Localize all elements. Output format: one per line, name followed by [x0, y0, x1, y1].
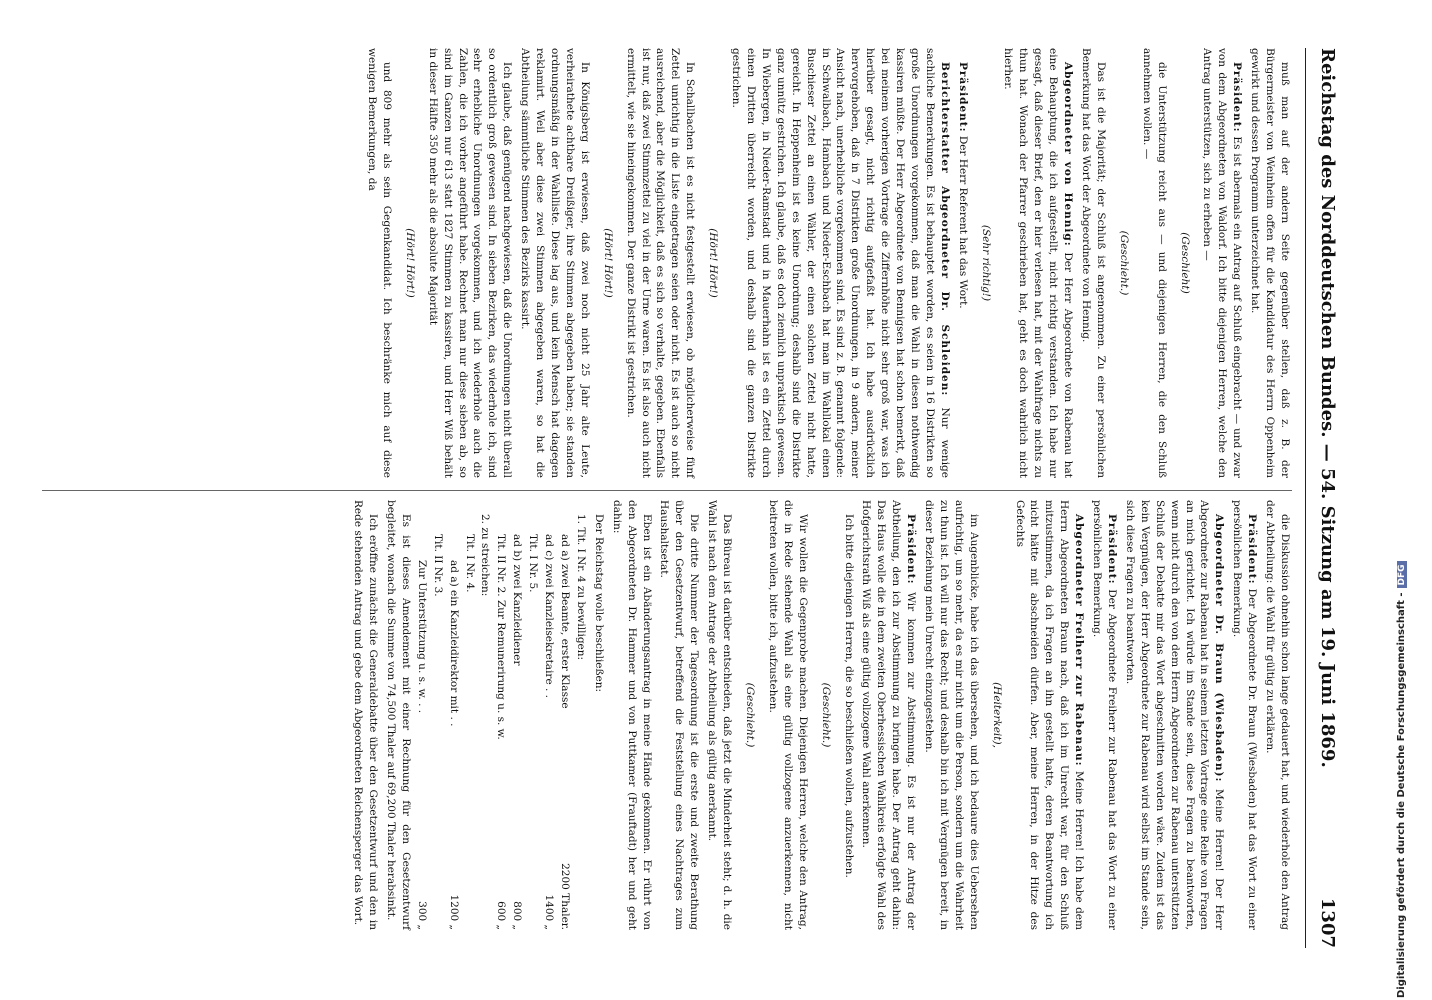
- text-paragraph: In Schallbachen ist es nicht festgestellt erwiesen, ob möglicherweise fünf Zettel unrichtig in die Liste eingetragen seien oder nicht. Es ist auch so nicht ausreichend, aber die Möglichkeit, daß es sich so verhalte, gegeben. Ebenfalls ist nur, daß zwei Stimmzettel zu viel in der Urne waren. Es ist also auch nicht ermittelt, wie sie hineingekommen. Der ganze Distrikt ist gestrichen.: [624, 48, 697, 478]
- budget-item: [478, 500, 493, 930]
- budget-item: [494, 500, 509, 930]
- budget-item-amount: [430, 840, 445, 930]
- text-paragraph: und 809 mehr als sein Gegenkandidat. Ich beschränke mich auf diese wenigen Bemerkungen, da: [366, 48, 393, 478]
- text-paragraph: im Augenblicke, habe ich das übersehen, und ich bedaure dies Uebersehen aufrichtig, um so mehr, da es mir nicht um die Person, sondern um die Wahrheit zu thun ist. Ich will nur das Recht; und deshalb bin ich mit Vergnügen bereit, in dieser Beziehung mein Unrecht einzugestehen.: [923, 500, 980, 930]
- speaker-name: Präsident:: [1106, 514, 1119, 585]
- budget-item-amount: [573, 840, 588, 930]
- speech-text: Meine Herren! Der Herr Abgeordnete zur Rabenau hat in seinem letzten Vortrage eine Reihe von Fragen an mich gerichtet. Ich würde im Stande sein, diese Fragen zu beantworten, wenn nicht durch den von dem Herrn Abgeordneten zur Rabenau unterstützten Schluß der Debatte mir das Wort abgeschnitten worden wäre. Zudem ist das kein Vergnügen, der Herr Abgeordnete zur Rabenau wird selbst im Stande sein, sich diese Fragen zu beantworten.: [1123, 500, 1226, 930]
- stage-direction: (Sehr richtig!): [979, 224, 992, 302]
- stage-direction: (Geschieht.): [819, 682, 832, 748]
- budget-item-amount: 300 „: [415, 901, 428, 930]
- budget-item: [414, 500, 429, 930]
- stage-direction: (Hört! Hört!): [601, 228, 614, 298]
- speaker-name: Präsident:: [1246, 514, 1259, 585]
- text-paragraph: Ich glaube, daß genügend nachgewiesen, daß die Unordnungen nicht überall so ordentlich groß gewesen sind. In sieben Bezirken, das wiederhole ich, sind sehr erhebliche Unordnungen vorgekommen, und ich wiederhole auch die Zahlen, die ich vorher angeführt habe. Rechnet man nur diese sieben ab, so sind im Ganzen nur 613 statt 1827 Stimmen zu kassiren, und Herr Wiß behält in dieser Hälfte 350 mehr als die absolute Majorität: [426, 48, 514, 478]
- budget-item: [509, 500, 524, 930]
- budget-item-label: Tit. II Nr. 3.: [431, 534, 444, 597]
- budget-item-label: 1. Tit. I Nr. 4 zu bewilligen:: [574, 514, 587, 661]
- text-paragraph: Ich eröffne zunächst die Generaldebatte über den Gesetzentwurf und den in Rede stehenden Antrag und gebe dem Abgeordneten Reichensperger das Wort.: [352, 500, 380, 930]
- budget-item: [446, 500, 461, 930]
- credit-text: Digitalisierung gefördert durch die Deutsche Forschungsgemeinschaft -: [1396, 592, 1407, 998]
- budget-item-label: ad b) zwei Kanzleidiener: [511, 534, 524, 666]
- page-header: [1305, 48, 1340, 948]
- text-paragraph: Die dritte Nummer der Tagesordnung ist die erste und zweite Berathung über den Gesetzentwurf, betreffend die Feststellung eines Nachtrages zum Haushaltsetat.: [658, 500, 701, 930]
- digitization-credit: [1396, 0, 1407, 998]
- budget-item-amount: 2200 Thaler.: [559, 863, 572, 930]
- budget-item-amount: 1400 „: [543, 894, 556, 930]
- speech-text: Der Herr Abgeordnete von Rabenau hat eine Behauptung, die ich aufgestellt, nicht richtig verstanden. Ich habe nur gesagt, daß dieser Brief, den er hier verlesen hat, mit der Wahlfrage nichts zu thun hat. Wonach der Pfarrer geschrieben hat, geht es doch wahrlich nicht hierher.: [1002, 48, 1075, 478]
- dfg-logo: DFG: [1397, 561, 1407, 588]
- budget-item-label: 2. zu streichen:: [479, 514, 492, 597]
- speaker-name: Abgeordneter von Hennig:: [1062, 62, 1075, 247]
- text-paragraph: Es ist dieses Amendement mit einer Rechnung für den Gesetzentwurf begleitet, wonach die Summe von 74,500 Thaler auf 69,200 Thaler herabsinkt.: [385, 500, 412, 930]
- budget-item-label: Zur Unterstützung u. s. w. . .: [415, 560, 428, 714]
- budget-item: [525, 500, 540, 930]
- budget-item-amount: 1200 „: [447, 894, 460, 930]
- stage-direction: (Geschieht): [1178, 232, 1191, 294]
- speaker-name: Abgeordneter Freiherr zur Rabenau:: [1073, 514, 1086, 767]
- text-paragraph: die Diskussion ohnehin schon lange gedauert hat, und wiederhole den Antrag der Abtheilung: die Wahl für gültig zu erklären.: [1264, 500, 1291, 930]
- text-paragraph: muß man auf der andern Seite gegenüber stellen, daß z. B. der Bürgermeister von Weinheim offen für die Kandidatur des Herrn Oppenheim gewirkt und dessen Programm unterzeichnet hat.: [1249, 48, 1291, 478]
- speech-paragraph: [1001, 48, 1076, 478]
- speaker-name: Präsident:: [905, 514, 918, 585]
- speaker-name: Berichterstatter Abgeordneter Dr. Schleiden:: [938, 62, 951, 397]
- speaker-name: Präsident:: [956, 62, 969, 133]
- text-paragraph: Das ist die Majorität; der Schluß ist angenommen. Zu einer persönlichen Bemerkung hat das Wort der Abgeordnete von Hennig.: [1080, 48, 1107, 478]
- budget-item: [557, 500, 572, 930]
- text-paragraph: die Unterstützung reicht aus — und diejenigen Herren, die den Schluß annehmen wollen. —: [1140, 48, 1168, 478]
- budget-item-amount: [525, 840, 540, 930]
- speech-paragraph: [1200, 48, 1245, 478]
- speech-text: Wir kommen zur Abstimmung. Es ist nur der Antrag der Abtheilung, den ich zur Abstimmung zu bringen habe. Der Antrag geht dahin: Das Haus wolle die in dem zweiten Oberhessischen Wahlkreis erfolgte Wahl des Hofgerichtsrath Wiß als eine gültig vollzogene Wahl anerkennen.: [860, 500, 918, 931]
- running-title: Reichstag des Norddeutschen Bundes. — 54. Sitzung am 19. Juni 1869.: [1317, 48, 1338, 768]
- budget-item: [541, 500, 556, 930]
- speaker-name: Präsident:: [1231, 62, 1244, 133]
- speaker-name: Abgeordneter Dr. Braun (Wiesbaden):: [1213, 514, 1226, 783]
- budget-item-amount: 800 „: [511, 901, 524, 930]
- budget-item: [462, 500, 477, 930]
- budget-item-label: Tit. I Nr. 5.: [527, 534, 540, 593]
- budget-item: [573, 500, 588, 930]
- speech-text: Meine Herren! Ich habe dem Herrn Abgeordneten Braun nach, daß ich im Unrecht war, für den Schluß mitzustimmen, da ich Fragen an ihn gestellt hatte, deren Beantwortung ich nicht hätte mit abschneiden dürfen. Aber, meine Herren, in der Hitze des Gefechts: [1013, 500, 1086, 930]
- stage-direction: (Hört! Hört!): [403, 228, 416, 298]
- speech-paragraph: [955, 48, 970, 478]
- stage-direction: (Geschieht.): [744, 682, 756, 748]
- page-number: 1307: [1317, 897, 1338, 948]
- speech-paragraph: [859, 500, 919, 930]
- speech-paragraph: [1122, 500, 1226, 930]
- stage-direction: (Hört! Hört!): [707, 228, 720, 298]
- speech-text: Der Herr Referent hat das Wort.: [956, 135, 969, 309]
- budget-item-label: Tit. II Nr. 2. Zur Remunerirung u. s. w.: [495, 534, 508, 740]
- budget-item-label: ad a) zwei Beamte, erster Klasse: [559, 534, 572, 709]
- text-paragraph: In Königsberg ist erwiesen, daß zwei noch nicht 25 Jahr alte Leute, verheirathete achtbare Dreißiger, ihre Stimmen abgegeben haben; sie standen ordnungsmäßig in der Wahlliste. Diese lag aus, und kein Mensch hat dagegen reklamirt. Weil aber diese zwei Stimmen abgegeben waren, so hat die Abtheilung sämmtliche Stimmen des Bezirks kassirt.: [519, 48, 591, 478]
- text-paragraph: Das Büreau ist darüber entschieden, daß jetzt die Minderheit steht; d. h. die Wahl ist nach dem Antrage der Abtheilung als gültig anerkannt.: [706, 500, 734, 930]
- speech-paragraph: [1012, 500, 1087, 930]
- speech-text: Nur wenige sachliche Bemerkungen. Es ist behauptet worden, es seien in 16 Distrikten so große Unordnungen vorgekommen, daß man die Wahl in diesen nothwendig kassiren müßte. Der Herr Abgeordnete von Bennigsen hat schon bemerkt, daß bei meinem vorherigen Vortrage die Ziffernhöhe nicht sehr groß war, was ich hierüber gesagt, nicht richtig aufgefaßt hat. Ich habe ausdrücklich hervorgehoben, daß in 7 Distrikten große Unordnungen, in 9 andern, meiner Ansicht nach, unerhebliche vorgekommen sind. Es sind z. B. genannt folgende: in Schwalbach, Hambach und Nieder-Eschbach hat man im Wahllokal einen Buschieser Zettel an einen Wähler, der einen solchen Zettel nicht hatte, gereicht. In Heppenheim ist es keine Unordnung; deshalb sind die Distrikte ganz unnütz gestrichen. Ich glaube, daß es doch ziemlich unpraktisch gewesen. In Wiebergen, in Nieder-Ramstadt und in Mauerhahn ist es ein Zettel durch einen Dritten überreicht worden, und deshalb sind die ganzen Distrikte gestrichen.: [730, 48, 951, 478]
- speech-text: Es ist abermals ein Antrag auf Schluß eingebracht — und zwar von dem Abgeordneten von Waldorf. Ich bitte diejenigen Herren, welche den Antrag unterstützen, sich zu erheben —: [1201, 48, 1244, 479]
- speech-paragraph: [1089, 500, 1119, 930]
- stage-direction: (Geschieht.): [1117, 230, 1130, 296]
- left-text-column: [361, 48, 1292, 478]
- text-paragraph: Der Reichstag wolle beschließen:: [592, 514, 605, 693]
- stage-direction: (Heiterkeit),: [990, 682, 1003, 748]
- budget-item-amount: [478, 840, 493, 930]
- right-text-column: [347, 500, 1292, 930]
- budget-item-label: ad c) zwei Kanzleisekretaire . .: [543, 534, 556, 699]
- speech-text: Der Abgeordnete Dr. Braun (Wiesbaden) hat das Wort zu einer persönlichen Bemerkung.: [1231, 500, 1259, 930]
- budget-item: [430, 500, 445, 930]
- text-paragraph: Eben ist ein Abänderungsantrag in meine Hände gekommen. Er rührt von den Abgeordneten Dr. Hammer und von Puttkamer (Frauftadt) her und geht dahin:: [610, 500, 653, 930]
- budget-item-label: ad a) ein Kanzleidirektor mit . .: [447, 560, 460, 727]
- budget-item-amount: 600 „: [495, 901, 508, 930]
- budget-item-label: Tit. I Nr. 4.: [463, 534, 476, 593]
- speech-paragraph: [728, 48, 952, 478]
- column-divider: [42, 490, 1292, 491]
- text-paragraph: Wir wollen die Gegenprobe machen. Diejenigen Herren, welche den Antrag, die in Rede stehende Wahl als eine gültig vollzogene anzuerkennen, nicht beitreten wollen, bitte ich, aufzustehen.: [766, 500, 809, 930]
- speech-text: Der Abgeordnete Freiherr zur Rabenau hat das Wort zu einer persönlichen Bemerkung.: [1091, 500, 1119, 930]
- speech-paragraph: [1229, 500, 1259, 930]
- text-paragraph: Ich bitte diejenigen Herren, die so beschließen wollen, aufzustehen.: [842, 514, 855, 878]
- budget-item-amount: [462, 840, 477, 930]
